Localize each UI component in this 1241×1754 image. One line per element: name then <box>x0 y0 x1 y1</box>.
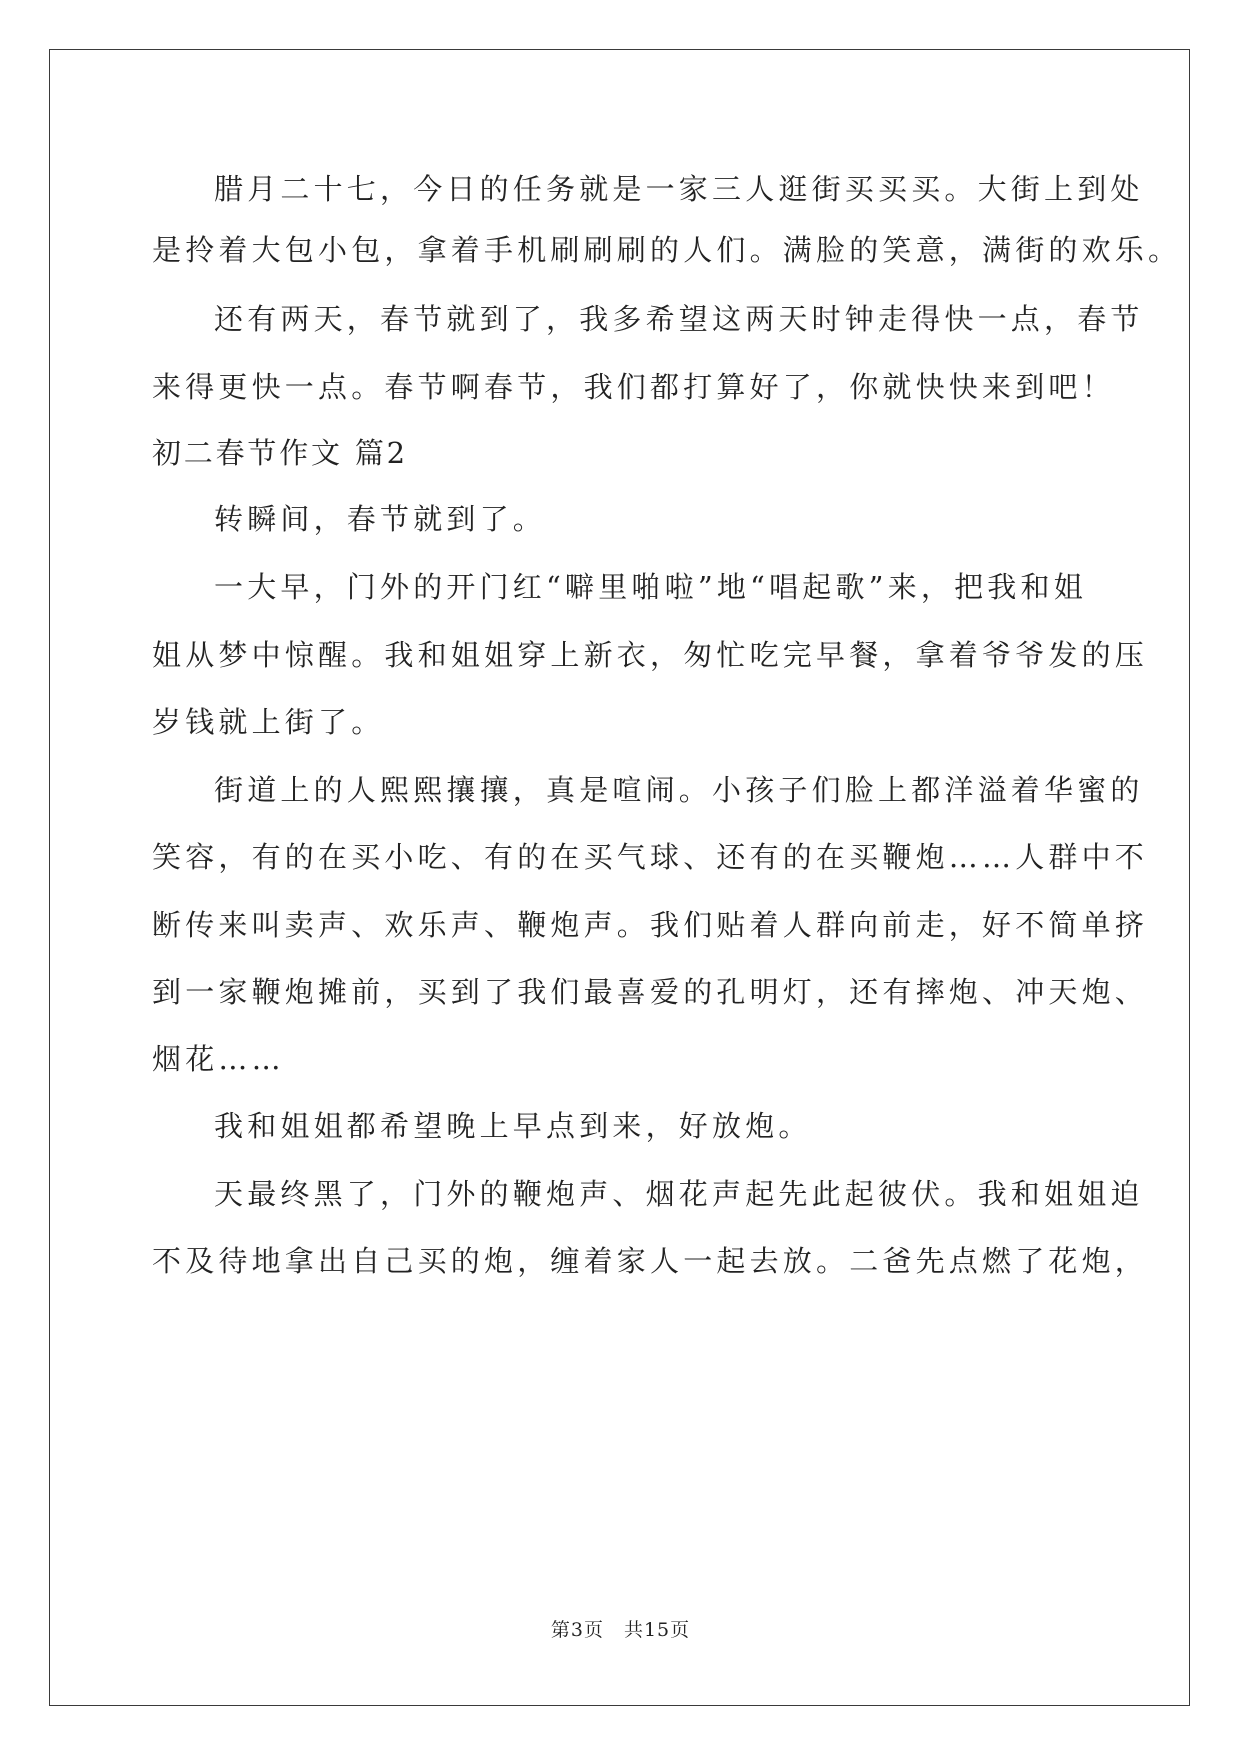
section-heading: 初二春节作文 篇2 <box>152 436 408 470</box>
paragraph-line: 转瞬间，春节就到了。 <box>214 502 547 536</box>
page-number: 第3页 共15页 <box>550 1619 691 1641</box>
paragraph-line: 腊月二十七，今日的任务就是一家三人逛街买买买。大街上到处 <box>214 172 1144 206</box>
paragraph-line: 到一家鞭炮摊前，买到了我们最喜爱的孔明灯，还有摔炮、冲天炮、 <box>152 975 1149 1009</box>
paragraph-line: 一大早，门外的开门红“噼里啪啦”地“唱起歌”来，把我和姐 <box>214 570 1087 604</box>
paragraph-line: 姐从梦中惊醒。我和姐姐穿上新衣，匆忙吃完早餐，拿着爷爷发的压 <box>152 638 1149 672</box>
paragraph-line: 来得更快一点。春节啊春节，我们都打算好了，你就快快来到吧！ <box>152 370 1115 404</box>
page-border <box>49 49 1190 1706</box>
paragraph-line: 岁钱就上街了。 <box>152 705 385 739</box>
paragraph-line: 烟花…… <box>152 1042 285 1076</box>
paragraph-line: 断传来叫卖声、欢乐声、鞭炮声。我们贴着人群向前走，好不简单挤 <box>152 908 1149 942</box>
paragraph-line: 天最终黑了，门外的鞭炮声、烟花声起先此起彼伏。我和姐姐迫 <box>214 1177 1144 1211</box>
paragraph-line: 是拎着大包小包，拿着手机刷刷刷的人们。满脸的笑意，满街的欢乐。 <box>152 233 1182 267</box>
paragraph-line: 街道上的人熙熙攘攘，真是喧闹。小孩子们脸上都洋溢着华蜜的 <box>214 773 1144 807</box>
paragraph-line: 不及待地拿出自己买的炮，缠着家人一起去放。二爸先点燃了花炮， <box>152 1244 1149 1278</box>
paragraph-line: 还有两天，春节就到了，我多希望这两天时钟走得快一点，春节 <box>214 302 1144 336</box>
paragraph-line: 笑容，有的在买小吃、有的在买气球、还有的在买鞭炮……人群中不 <box>152 840 1149 874</box>
paragraph-line: 我和姐姐都希望晚上早点到来，好放炮。 <box>214 1109 812 1143</box>
